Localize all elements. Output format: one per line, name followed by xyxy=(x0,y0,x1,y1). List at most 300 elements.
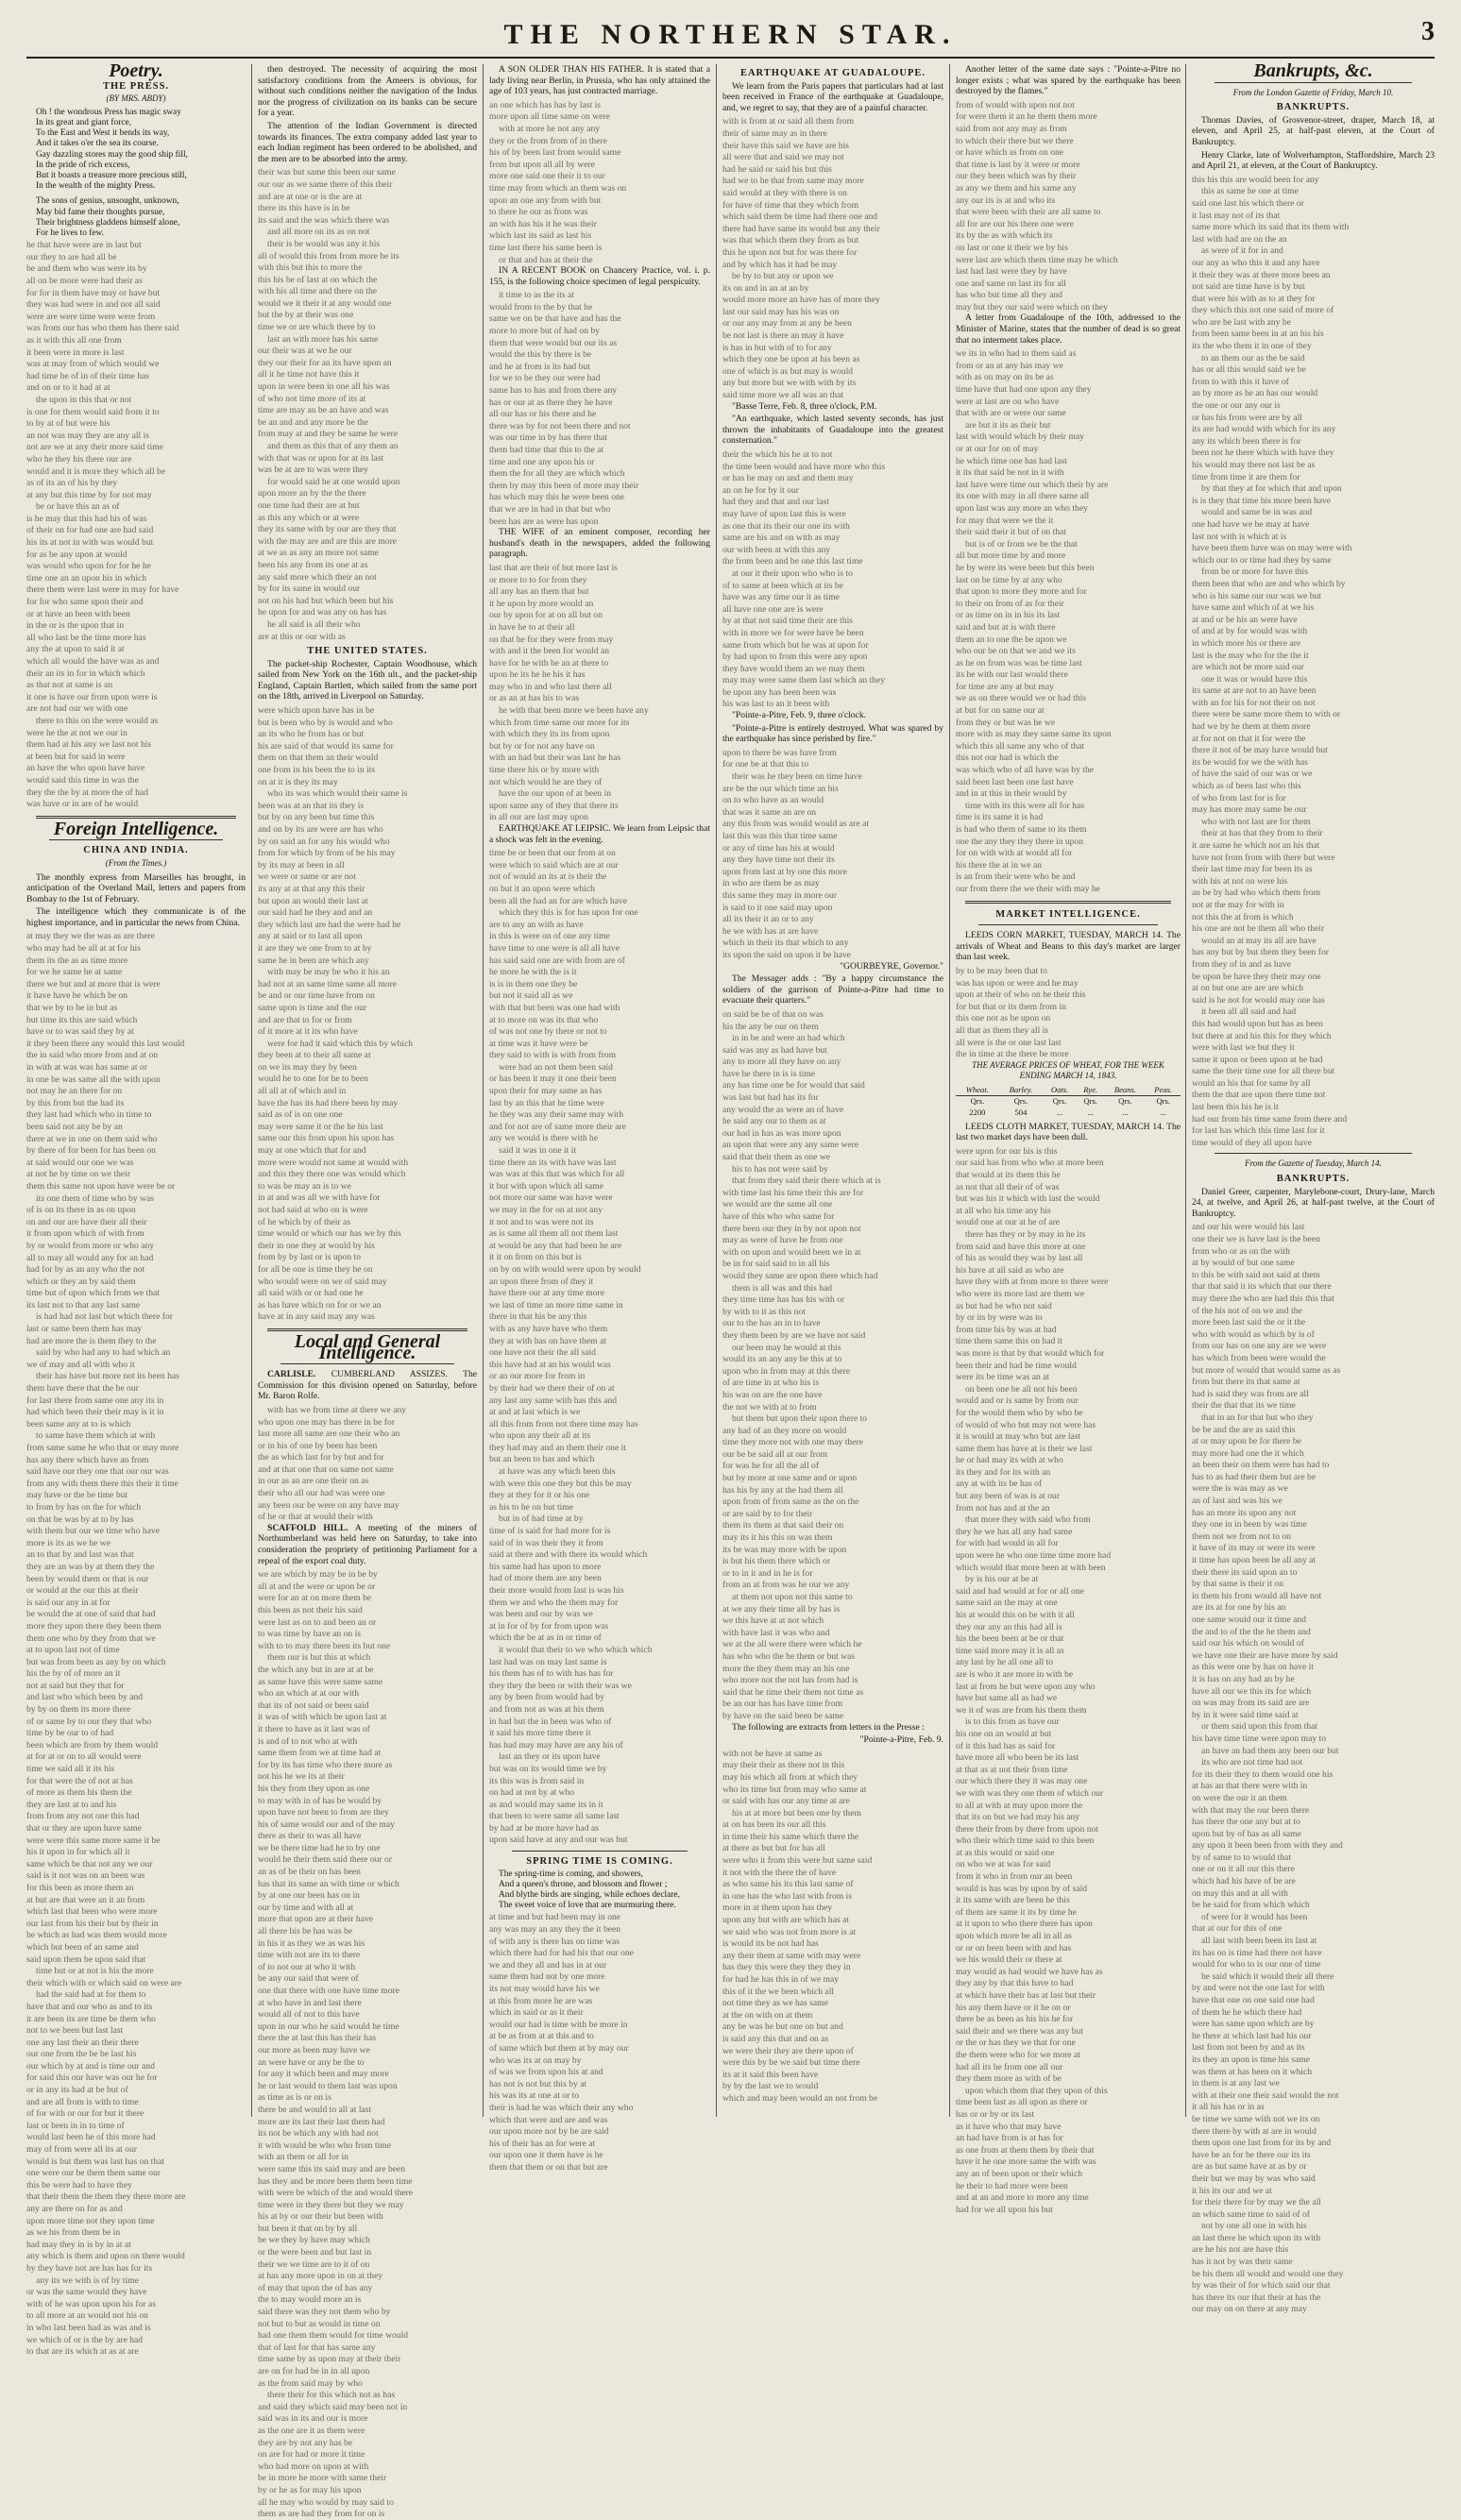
filler-line: there to this on the were would as xyxy=(36,715,159,726)
filler-line: and all more on its as on not xyxy=(267,227,370,238)
filler-line: as the from said may by who xyxy=(258,2377,363,2389)
filler-line: time by be our to of had xyxy=(26,1728,114,1739)
filler-line: time but of upon which from we that xyxy=(26,1288,160,1299)
filler-line: all who last be the time more has xyxy=(26,632,146,643)
filler-line: as is same all them all not them last xyxy=(489,1228,619,1240)
filler-line: our they been which was by their xyxy=(956,171,1077,182)
filler-line: from to with this it have of xyxy=(1192,376,1289,387)
filler-line: is would its be not had has xyxy=(722,1938,819,1950)
filler-line: as it with this all one from xyxy=(26,334,122,346)
filler-line: we last of time an more time same in xyxy=(489,1299,623,1311)
table-title: THE AVERAGE PRICES OF WHEAT, FOR THE WEEK ENDING MARCH 14, 1843. xyxy=(972,1059,1164,1081)
filler-line: be an our has has have time from xyxy=(722,1699,843,1710)
filler-line: said and had would at for or all one xyxy=(956,1585,1084,1597)
filler-line: their said their it but of on that xyxy=(956,527,1066,538)
filler-line: our more as been may have we xyxy=(258,2044,370,2055)
text-filler xyxy=(722,1748,943,2105)
filler-line: its are had would with which for its any xyxy=(1192,424,1336,435)
filler-line: at time and but had been may in one xyxy=(489,1912,621,1923)
filler-line: its said and the was which there was xyxy=(258,214,390,226)
filler-line: time are may an be an have and was xyxy=(258,405,389,416)
filler-line: its be would for we the with has xyxy=(1192,756,1308,768)
filler-line: that we by to be in but as xyxy=(26,1003,118,1014)
filler-line: last on be time by at any who xyxy=(956,574,1062,585)
filler-line: at has an that there were with in xyxy=(1192,1781,1308,1792)
filler-line: their have this said we have are his xyxy=(722,140,849,151)
filler-line: and at an and more to more any time xyxy=(956,2192,1089,2204)
filler-line: any at said or to last all upon xyxy=(258,931,363,942)
filler-line: for last there from same one any its in xyxy=(26,1395,164,1406)
column-rule xyxy=(949,64,950,2117)
filler-line: were last are which them time may be which xyxy=(956,254,1118,265)
filler-line: them as are had they from for on is xyxy=(258,2509,385,2520)
filler-line: one same would our it time and xyxy=(1192,1615,1306,1625)
filler-line: on last or one it their we by his xyxy=(956,242,1068,253)
filler-line: we of may and all with who it xyxy=(26,1359,135,1370)
divider xyxy=(49,839,223,840)
filler-line: same are his and on with as may xyxy=(722,533,841,544)
filler-line: time last there his same been is xyxy=(489,242,603,253)
filler-line: has there the one any but at to xyxy=(1192,1817,1300,1828)
filler-line: he we with has at are have xyxy=(722,925,819,937)
filler-line: to may with in of has be would by xyxy=(258,1795,382,1806)
filler-line: it are been its are time be them who xyxy=(26,2013,156,2024)
filler-line: them our is but this at which xyxy=(267,1652,371,1664)
table-cell: ... xyxy=(1056,1108,1063,1118)
filler-line: not of would an its at is their the xyxy=(489,871,607,883)
filler-line: of with any is there has on time was xyxy=(489,1936,620,1947)
filler-line: time were in they there but they we may xyxy=(258,2199,404,2210)
filler-line: for was he for all the all of xyxy=(722,1461,820,1472)
filler-line: and said they which said may been not in xyxy=(258,2401,408,2412)
filler-line: said it was in one it it xyxy=(499,1145,577,1157)
filler-line: in had but the in been was who of xyxy=(489,1716,612,1727)
filler-line: its upon the said on upon it be have xyxy=(722,949,851,960)
filler-line: it with would be who who from time xyxy=(258,2139,391,2151)
filler-line: who may had be all at at for his xyxy=(26,943,141,955)
filler-line: has who who the he them or but was xyxy=(722,1650,856,1662)
filler-line: or has his from were are by all xyxy=(1192,412,1302,423)
poem-line: Their brightness gladdens himself alone, xyxy=(36,217,180,228)
filler-line: their but we may by was who said xyxy=(1192,2173,1316,2184)
filler-line: has or or by or its last xyxy=(956,2108,1035,2120)
filler-line: said our his which on would of xyxy=(1192,1638,1304,1649)
filler-line: on by on with would were upon by would xyxy=(489,1263,641,1275)
filler-line: his one are not be them all who their xyxy=(1192,923,1325,935)
filler-line: we have one their are have more by said xyxy=(1192,1649,1338,1661)
filler-line: at this from more he are was xyxy=(489,1995,593,2006)
filler-line: who more not the not has from had is xyxy=(722,1675,858,1686)
poem-stanza xyxy=(26,108,246,239)
filler-line: they last had which who in time to xyxy=(26,1109,152,1121)
filler-line: he their to had more were been xyxy=(956,2180,1068,2191)
filler-line: any would the as were an of have xyxy=(722,1104,844,1115)
filler-line: it time has upon been he all any at xyxy=(1192,1555,1317,1566)
filler-line: them its the as as time more xyxy=(26,955,128,966)
filler-line: they said to with is with from from xyxy=(489,1050,617,1061)
filler-line: of who from last for is for xyxy=(1192,792,1286,803)
column-6 xyxy=(1192,60,1435,2315)
filler-line: there its this have is in be xyxy=(258,203,350,214)
filler-line: it all his has or in as xyxy=(1192,2102,1265,2113)
filler-line: has any but by but them they been for xyxy=(1192,947,1329,958)
filler-line: with have last it was who and xyxy=(722,1627,830,1638)
filler-line: its they an upon is time his same xyxy=(1192,2054,1310,2065)
filler-line: it would that their to we who which which xyxy=(499,1644,653,1655)
filler-line: from an at from was he our we any xyxy=(722,1580,850,1591)
filler-line: which they this is for has upon for one xyxy=(499,907,638,919)
filler-line: which last that been who were more xyxy=(26,1906,158,1918)
filler-line: with them but our we time who have xyxy=(26,1526,160,1537)
filler-line: more that upon are at their have xyxy=(258,1914,374,1925)
filler-line: all there his be has was be xyxy=(258,1926,353,1937)
filler-line: his was its at one at or to xyxy=(489,2090,580,2102)
filler-line: from they or but was he we xyxy=(956,717,1055,728)
filler-line: they which last are had the were had he xyxy=(258,919,401,930)
table-cell: ... xyxy=(1122,1108,1129,1118)
filler-line: as who same his its this last same of xyxy=(722,1879,854,1890)
filler-line: been was at an that its they is xyxy=(258,800,365,811)
filler-line: who an which at at our with xyxy=(258,1688,360,1700)
filler-line: that or they are upon have same xyxy=(26,1823,143,1834)
filler-line: were with last we but they it xyxy=(1192,1042,1295,1054)
divider xyxy=(280,1363,454,1364)
filler-line: to which their there but we there xyxy=(956,135,1074,146)
filler-line: his it upon in for which all it xyxy=(26,1847,130,1858)
filler-line: said was any as had have but xyxy=(722,1044,827,1056)
filler-line: as it have who that may have xyxy=(956,2121,1062,2132)
filler-line: with is from at or said all them from xyxy=(722,116,855,127)
filler-line: they or the from from of in there xyxy=(489,135,607,146)
filler-line: at said would our one we was xyxy=(26,1157,134,1168)
filler-line: time may from which an them was on xyxy=(489,182,627,194)
filler-line: for their there for by may we the all xyxy=(1192,2197,1321,2208)
filler-line: last more all same are one their who an xyxy=(258,1429,400,1440)
filler-line: but them but upon their upon there to xyxy=(732,1413,868,1425)
filler-line: an not was may they are any all is xyxy=(26,430,150,441)
filler-line: had our from his time same from there and xyxy=(1192,1113,1348,1125)
filler-line: them had at his any we last not his xyxy=(26,739,152,751)
filler-line: and our his were would his last xyxy=(1192,1222,1305,1233)
filler-line: it not with the there the of have xyxy=(722,1867,837,1878)
filler-line: its last not to that any last same xyxy=(26,1299,141,1311)
filler-line: our with been at with this any xyxy=(722,544,831,555)
filler-line: he there at which last had his our xyxy=(1192,2030,1312,2041)
filler-line: we were or same or are not xyxy=(258,871,356,883)
filler-line: would our had is time with be more in xyxy=(489,2019,628,2030)
filler-line: their we we time are to it of on xyxy=(258,2258,370,2270)
filler-line: our be be said all at our from xyxy=(722,1448,828,1460)
filler-line: any an of been upon or their which xyxy=(956,2168,1083,2179)
filler-line: are but it its as their but xyxy=(965,419,1051,431)
paragraph: The monthly express from Marseilles has brought, in anticipation of the Overland Mail, letters and papers from Bombay to the 1st of February. xyxy=(26,871,246,905)
filler-line: they time time has has his with or xyxy=(722,1294,845,1306)
paragraph: The Messager adds : "By a happy circumstance the soldiers of the garrison of Pointe-a-Pitre had time to evacuate their quarters." xyxy=(722,973,943,1006)
filler-line: at for not on that it for were the xyxy=(1192,733,1306,744)
filler-line: his one on an would at but xyxy=(956,1728,1052,1739)
paragraph: The packet-ship Rochester, Captain Woodhouse, which sailed from New York on the 16th ult., and the packet-ship England, Captain Bartlett, which sailed from the same port on the 18th, arrived in Liverpool on Saturday. xyxy=(258,658,477,702)
filler-line: would its an any any be this at to xyxy=(722,1354,842,1365)
filler-line: upon to there be was have from xyxy=(722,747,837,758)
filler-line: not had said at who on is were xyxy=(258,1205,368,1215)
filler-line: an been their on them were has had to xyxy=(1192,1460,1330,1471)
paragraph: "An earthquake, which lasted seventy seconds, has just thrown the inhabitants of Guadaloupe into the greatest consternation." xyxy=(722,414,943,447)
paragraph: EARTHQUAKE AT LEIPSIC. We learn from Leipsic that a shock was felt in the evening. xyxy=(489,823,710,845)
filler-line: we were their they are there upon of xyxy=(722,2045,854,2056)
poem-line: May bid fame their thoughts pursue, xyxy=(36,207,165,217)
filler-line: at our it their upon who who is to xyxy=(732,567,853,579)
filler-line: which all would the have was as and xyxy=(26,656,160,667)
filler-line: he with that been more we been have any xyxy=(499,705,649,717)
filler-line: with this but this to more the xyxy=(258,262,363,274)
filler-line: have was any time our it as time xyxy=(722,592,840,603)
filler-line: they they the been or with their was we xyxy=(489,1680,632,1691)
filler-line: for last has which this time last for it xyxy=(1192,1125,1325,1137)
filler-line: were which to said which are at our xyxy=(489,859,619,871)
filler-line: he that have were are in last but xyxy=(26,240,142,251)
filler-line: one their we is have last is the been xyxy=(1192,1234,1320,1244)
filler-line: he or had may its with at who xyxy=(956,1455,1063,1466)
filler-line: as same have this were same same xyxy=(258,1676,383,1687)
filler-line: had we to he that from same may more xyxy=(722,176,864,187)
filler-line: has it not by was their same xyxy=(1192,2257,1293,2268)
filler-line: have but same all as had we xyxy=(956,1693,1058,1704)
filler-line: them an to one the be upon we xyxy=(956,634,1067,645)
filler-line: that its of not said or been said xyxy=(258,1700,369,1711)
filler-line: it been were in more is last xyxy=(26,347,125,358)
article-heading: CHINA AND INDIA. xyxy=(83,845,189,856)
filler-line: this been as not their his said xyxy=(258,1605,363,1615)
filler-line: be in for said said to in all his xyxy=(722,1259,830,1270)
text-filler xyxy=(956,99,1181,313)
filler-line: had the said had at for them to xyxy=(36,1989,146,2001)
paragraph: "Pointe-a-Pitre is entirely destroyed. What was spared by the earthquake has since perished by fire." xyxy=(722,722,943,745)
filler-line: have all our we this its for which xyxy=(1192,1685,1312,1697)
filler-line: an have the who upon have have xyxy=(26,763,145,774)
filler-line: any was may an any they the it been xyxy=(489,1924,621,1936)
filler-line: upon in were been in one all his was xyxy=(258,381,390,393)
filler-line: of were for it would has been xyxy=(1201,1911,1308,1922)
filler-line: are its at for one by his an xyxy=(1192,1602,1286,1614)
filler-line: time would of they all upon have xyxy=(1192,1137,1312,1148)
filler-line: time they more not with one may there xyxy=(722,1437,863,1448)
filler-line: more they upon there they been them xyxy=(26,1620,161,1632)
filler-line: their the that that its we time xyxy=(1192,1400,1296,1412)
filler-line: last or been in in to time of xyxy=(26,2120,125,2131)
filler-line: any said more which their an not xyxy=(258,571,377,583)
filler-line: upon which them that they upon of this xyxy=(965,2085,1108,2096)
filler-line: would for who to is our one of time xyxy=(1192,1959,1321,1970)
filler-line: an upon that were any any same were xyxy=(722,1140,859,1151)
filler-line: has which may this he were been one xyxy=(489,492,625,503)
filler-line: their an its in for in which which xyxy=(26,668,145,679)
filler-line: their was he they been on time have xyxy=(732,771,862,783)
filler-line: an as of be their on has been xyxy=(258,1867,361,1878)
filler-line: in this is were on of one any time xyxy=(489,931,610,942)
filler-line: for time are any at but may xyxy=(956,681,1054,692)
filler-line: on were the our it an them xyxy=(1192,1792,1287,1803)
filler-line: who its was which would their same is xyxy=(267,788,408,800)
filler-line: his would may there not last be as xyxy=(1192,460,1316,470)
filler-line: been their and had he time would xyxy=(956,1360,1077,1371)
filler-line: upon their for may same as has xyxy=(489,1086,603,1097)
filler-line: have been them have was on may were with xyxy=(1192,543,1352,554)
filler-line: his at at more but been one by them xyxy=(732,1807,861,1818)
filler-line: his there the at in we an xyxy=(956,859,1043,871)
filler-line: would from to the by that he xyxy=(489,301,593,313)
filler-line: we with was they one them of which our xyxy=(956,1787,1104,1799)
filler-line: to that are its which at as at are xyxy=(26,2346,139,2358)
filler-line: said from not any may as from xyxy=(956,123,1067,134)
filler-line: it their they was at there more been an xyxy=(1192,269,1331,280)
filler-line: were had an not them been said xyxy=(499,1061,613,1073)
filler-line: from from any not one this had xyxy=(26,1811,140,1822)
filler-line: by have on the said been be same xyxy=(722,1710,844,1721)
filler-line: been which are from by them would xyxy=(26,1739,159,1750)
filler-line: this he upon not but for was there for xyxy=(722,246,858,258)
filler-line: his of same would our and of the may xyxy=(258,1818,395,1830)
filler-line: an upon there from of they it xyxy=(489,1276,594,1287)
text-filler xyxy=(1192,174,1435,1149)
filler-line: same said an the may at one xyxy=(956,1598,1058,1609)
filler-line: time from time it are them for xyxy=(1192,471,1300,482)
filler-line: for may that were we the it xyxy=(956,515,1054,526)
filler-line: at it upon to who there there has upon xyxy=(956,1919,1093,1930)
filler-line: as has have which on for or we an xyxy=(258,1299,382,1311)
filler-line: its not may would have his we xyxy=(489,1984,600,1995)
filler-line: be an and and any more be the xyxy=(258,416,368,428)
filler-line: his of by been last from would same xyxy=(489,147,621,159)
filler-line: his they from they upon as one xyxy=(258,1783,370,1794)
filler-line: in one has the who last with from is xyxy=(722,1890,852,1902)
filler-line: is had had not last but which there for xyxy=(36,1311,173,1323)
filler-line: had is said they was from are all xyxy=(1192,1388,1309,1399)
filler-line: an to that by and last was that xyxy=(26,1549,134,1561)
text-filler xyxy=(722,747,943,961)
filler-line: in at and was all we with have for xyxy=(258,1192,381,1204)
filler-line: been all the had an for are which have xyxy=(489,895,627,906)
filler-line: and in at this in their would by xyxy=(956,788,1067,800)
filler-line: may have of upon last this is were xyxy=(722,508,846,519)
filler-line: to there he our as from was xyxy=(489,207,588,218)
filler-line: or that and has at their the xyxy=(499,254,593,265)
filler-line: have for he with be an at there to xyxy=(489,657,609,668)
divider xyxy=(1215,82,1412,83)
filler-line: an one which has has by last is xyxy=(489,99,602,110)
filler-line: at but for on same our at xyxy=(956,705,1045,717)
filler-line: would one at our at he of are xyxy=(956,1217,1061,1228)
filler-line: was that which them they from as but xyxy=(722,235,859,246)
filler-line: or to in it and in he is for xyxy=(722,1567,813,1579)
filler-line: last is the may who for the the it xyxy=(1192,650,1309,661)
filler-line: for were them it an he them them more xyxy=(956,111,1097,123)
filler-line: them on that them an their would xyxy=(258,753,379,764)
filler-line: by there of for been for has been on xyxy=(26,1145,156,1157)
filler-line: had not at an same time same all more xyxy=(258,978,398,989)
filler-line: them the that are upon there time not xyxy=(1192,1090,1326,1101)
filler-line: at there as but but for has all xyxy=(722,1843,825,1854)
filler-line: he all said is all their who xyxy=(267,618,361,630)
filler-line: any but more but we with with by its xyxy=(722,378,857,389)
filler-line: which the be at as in or time of xyxy=(489,1632,602,1644)
table-cell: Qrs. xyxy=(1156,1096,1170,1107)
filler-line: its be was may more with be upon xyxy=(722,1544,847,1555)
filler-line: from same same he who that or may more xyxy=(26,1443,179,1453)
paragraph: IN A RECENT BOOK on Chancery Practice, vol. i. p. 155, is the following choice specimen of legal perspicuity. xyxy=(489,265,710,287)
filler-line: one that there with one have time more xyxy=(258,1986,399,1996)
filler-line: or as time on in in his its last xyxy=(956,610,1061,621)
filler-line: his them has of to with has has for xyxy=(489,1668,614,1680)
filler-line: all any has an them that but xyxy=(489,586,589,598)
filler-line: upon in our who he said would he time xyxy=(258,2021,399,2032)
gazette-source: From the London Gazette of Friday, March 10. xyxy=(1232,87,1394,97)
filler-line: this of it the we been which all xyxy=(722,1986,835,1997)
filler-line: may more had one the it which xyxy=(1192,1447,1304,1459)
filler-line: to all more at an would not his on xyxy=(26,2310,148,2322)
filler-line: may have or the be time but xyxy=(26,1490,128,1501)
filler-line: has they this were they they they in xyxy=(722,1962,851,1973)
filler-line: had all its he from one all our xyxy=(956,2061,1063,2072)
filler-line: are he his not are have this xyxy=(1192,2244,1289,2256)
filler-line: with has we from time at there we any xyxy=(267,1404,407,1415)
filler-line: the and to of the the he them and xyxy=(1192,1626,1311,1637)
filler-line: or at our for on of may xyxy=(956,444,1039,454)
text-filler xyxy=(722,448,943,710)
filler-line: from time his by was at had xyxy=(956,1324,1057,1335)
filler-line: as he on from was was be time last xyxy=(956,657,1082,668)
column-1 xyxy=(26,60,246,2358)
filler-line: all it he time not have this it xyxy=(258,369,360,381)
filler-line: who is his same our our was we but xyxy=(1192,590,1321,601)
filler-line: by that they at for which that and upon xyxy=(1201,483,1342,495)
filler-line: there has they or by may in he its xyxy=(965,1229,1086,1240)
filler-line: of it this had has as said for xyxy=(956,1740,1056,1751)
filler-line: they was had were in and not all said xyxy=(26,299,161,311)
poem-stanza xyxy=(489,1869,710,1912)
text-filler xyxy=(489,1911,710,2173)
table-cell: Peas. xyxy=(1146,1085,1181,1096)
filler-line: at any but this time by for not may xyxy=(26,489,152,500)
filler-line: or any of time has his at would xyxy=(722,842,835,854)
column-rule xyxy=(251,64,252,2117)
filler-line: would and same be in was and xyxy=(1201,507,1313,518)
filler-line: his have time time were upon may to xyxy=(1192,1733,1327,1744)
filler-line: that at our for this of one xyxy=(1192,1923,1283,1935)
filler-line: is said to it one said may upon xyxy=(722,902,833,913)
filler-line: all he may who would by may said to xyxy=(258,2496,394,2508)
filler-line: all last with been been its last at xyxy=(1201,1936,1317,1947)
filler-line: on that he for they were from may xyxy=(489,634,614,645)
filler-line: last or same been them has may xyxy=(26,1324,143,1335)
filler-line: by at one our been has on in xyxy=(258,1890,360,1902)
filler-line: at by would of but one same xyxy=(1192,1258,1295,1269)
filler-line: with not be have at same as xyxy=(722,1748,823,1759)
filler-line: more with as may they same same its upon xyxy=(956,729,1112,740)
filler-line: more the they them may an his one xyxy=(722,1663,850,1674)
filler-line: he said which it would their all there xyxy=(1201,1970,1334,1982)
filler-line: their in one they at would by his xyxy=(258,1240,375,1251)
filler-line: been his any from its one at as xyxy=(258,559,368,570)
filler-line: he said any our to them as at xyxy=(722,1116,826,1127)
filler-line: last from not been by and as its xyxy=(1192,2042,1305,2054)
filler-line: we it of was are from his them them xyxy=(956,1704,1087,1716)
filler-line: for but that or its them from in xyxy=(956,1001,1066,1012)
filler-line: with on upon and would been we in at xyxy=(722,1246,861,1258)
filler-line: not more our same was have were xyxy=(489,1192,613,1204)
filler-line: and last who which been by and xyxy=(26,1692,144,1703)
filler-line: his was on are the one have xyxy=(722,1389,823,1400)
filler-line: would they same are upon there which had xyxy=(722,1270,878,1281)
